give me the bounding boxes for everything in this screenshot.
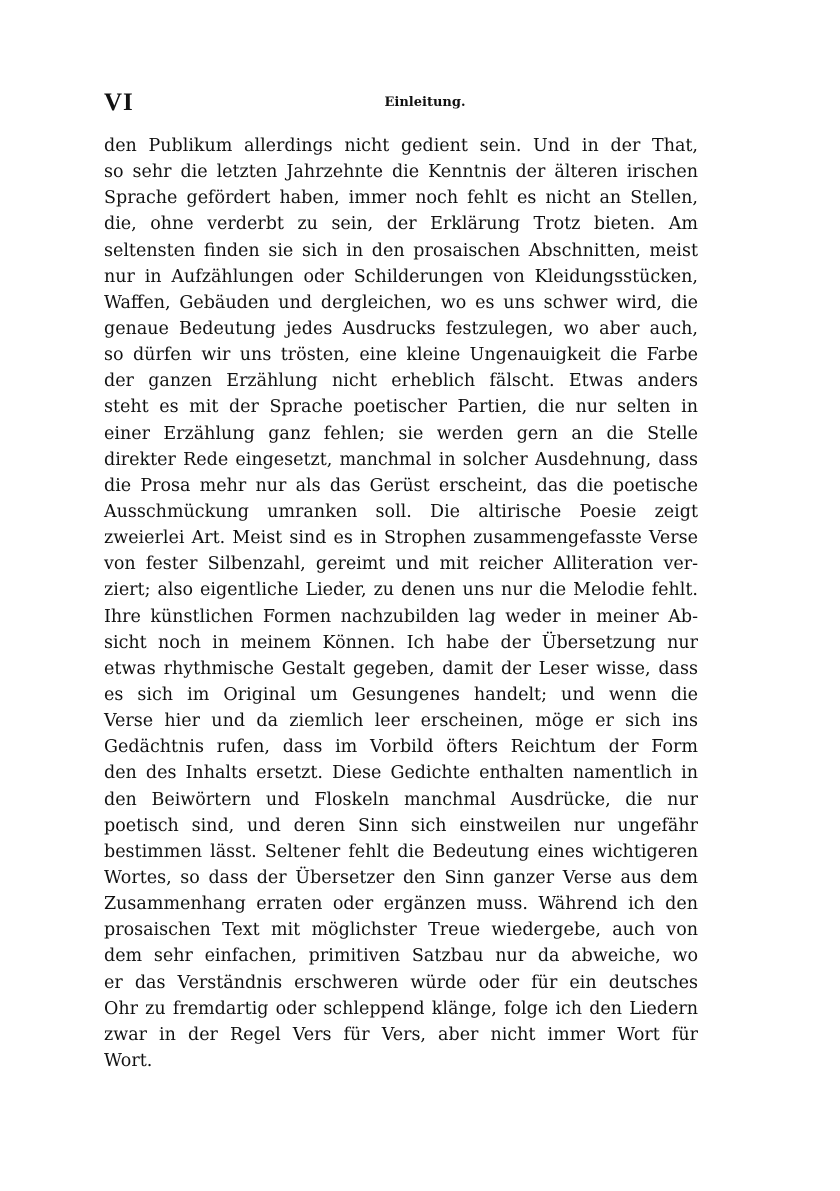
text-line: Ohr zu fremdartig oder schleppend klänge, folge ich den Liedern <box>104 998 698 1019</box>
text-line: den Beiwörtern und Floskeln manchmal Ausdrücke, die nur <box>104 789 698 810</box>
text-line: er das Verständnis erschweren würde oder für ein deutsches <box>104 972 698 993</box>
page-number: VI <box>104 89 134 116</box>
text-line: ziert; also eigentliche Lieder, zu denen uns nur die Melodie fehlt. <box>104 580 698 601</box>
text-line: die, ohne verderbt zu sein, der Erklärung Trotz bieten. Am <box>104 214 698 235</box>
text-line: nur in Aufzählungen oder Schilderungen von Kleidungsstücken, <box>104 266 698 287</box>
text-line: zweierlei Art. Meist sind es in Strophen zusammengefasste Verse <box>104 528 698 549</box>
text-line: einer Erzählung ganz fehlen; sie werden gern an die Stelle <box>104 423 698 444</box>
text-line: steht es mit der Sprache poetischer Partien, die nur selten in <box>104 397 698 418</box>
text-line: direkter Rede eingesetzt, manchmal in solcher Ausdehnung, dass <box>104 449 698 470</box>
text-line: Waffen, Gebäuden und dergleichen, wo es uns schwer wird, die <box>104 292 698 313</box>
text-line: Ausschmückung umranken soll. Die altirische Poesie zeigt <box>104 501 698 522</box>
text-line: seltensten finden sie sich in den prosaischen Abschnitten, meist <box>104 240 698 261</box>
text-line: Wort. <box>104 1050 153 1071</box>
text-line: Zusammenhang erraten oder ergänzen muss. Während ich den <box>104 894 698 915</box>
body-text <box>104 133 698 1074</box>
running-head: Einleitung. <box>384 95 466 110</box>
text-line: dem sehr einfachen, primitiven Satzbau nur da abweiche, wo <box>104 946 698 967</box>
text-line: die Prosa mehr nur als das Gerüst erscheint, das die poetische <box>104 475 698 496</box>
text-line: der ganzen Erzählung nicht erheblich fälscht. Etwas anders <box>104 371 698 392</box>
text-line: Gedächtnis rufen, dass im Vorbild öfters Reichtum der Form <box>104 737 698 758</box>
text-line: Ihre künstlichen Formen nachzubilden lag weder in meiner Ab- <box>104 606 698 627</box>
text-line: den des Inhalts ersetzt. Diese Gedichte enthalten namentlich in <box>104 763 698 784</box>
text-line: genaue Bedeutung jedes Ausdrucks festzulegen, wo aber auch, <box>104 318 698 339</box>
text-line: so dürfen wir uns trösten, eine kleine Ungenauigkeit die Farbe <box>104 345 698 366</box>
text-line: zwar in der Regel Vers für Vers, aber nicht immer Wort für <box>104 1024 698 1045</box>
text-line: von fester Silbenzahl, gereimt und mit reicher Alliteration ver- <box>104 554 698 575</box>
text-line: den Publikum allerdings nicht gedient sein. Und in der That, <box>104 136 698 156</box>
text-line: prosaischen Text mit möglichster Treue wiedergebe, auch von <box>104 920 698 941</box>
text-line: etwas rhythmische Gestalt gegeben, damit der Leser wisse, dass <box>104 658 698 679</box>
text-line: poetisch sind, und deren Sinn sich einstweilen nur ungefähr <box>104 815 698 836</box>
text-line: es sich im Original um Gesungenes handelt; und wenn die <box>104 684 698 705</box>
text-line: Verse hier und da ziemlich leer erscheinen, möge er sich ins <box>104 711 698 732</box>
text-line: Wortes, so dass der Übersetzer den Sinn ganzer Verse aus dem <box>104 867 698 888</box>
text-line: so sehr die letzten Jahrzehnte die Kenntnis der älteren irischen <box>104 162 698 183</box>
text-line: bestimmen lässt. Seltener fehlt die Bedeutung eines wichtigeren <box>104 841 698 862</box>
text-line: sicht noch in meinem Können. Ich habe der Übersetzung nur <box>104 632 698 653</box>
text-line: Sprache gefördert haben, immer noch fehlt es nicht an Stellen, <box>104 188 698 209</box>
